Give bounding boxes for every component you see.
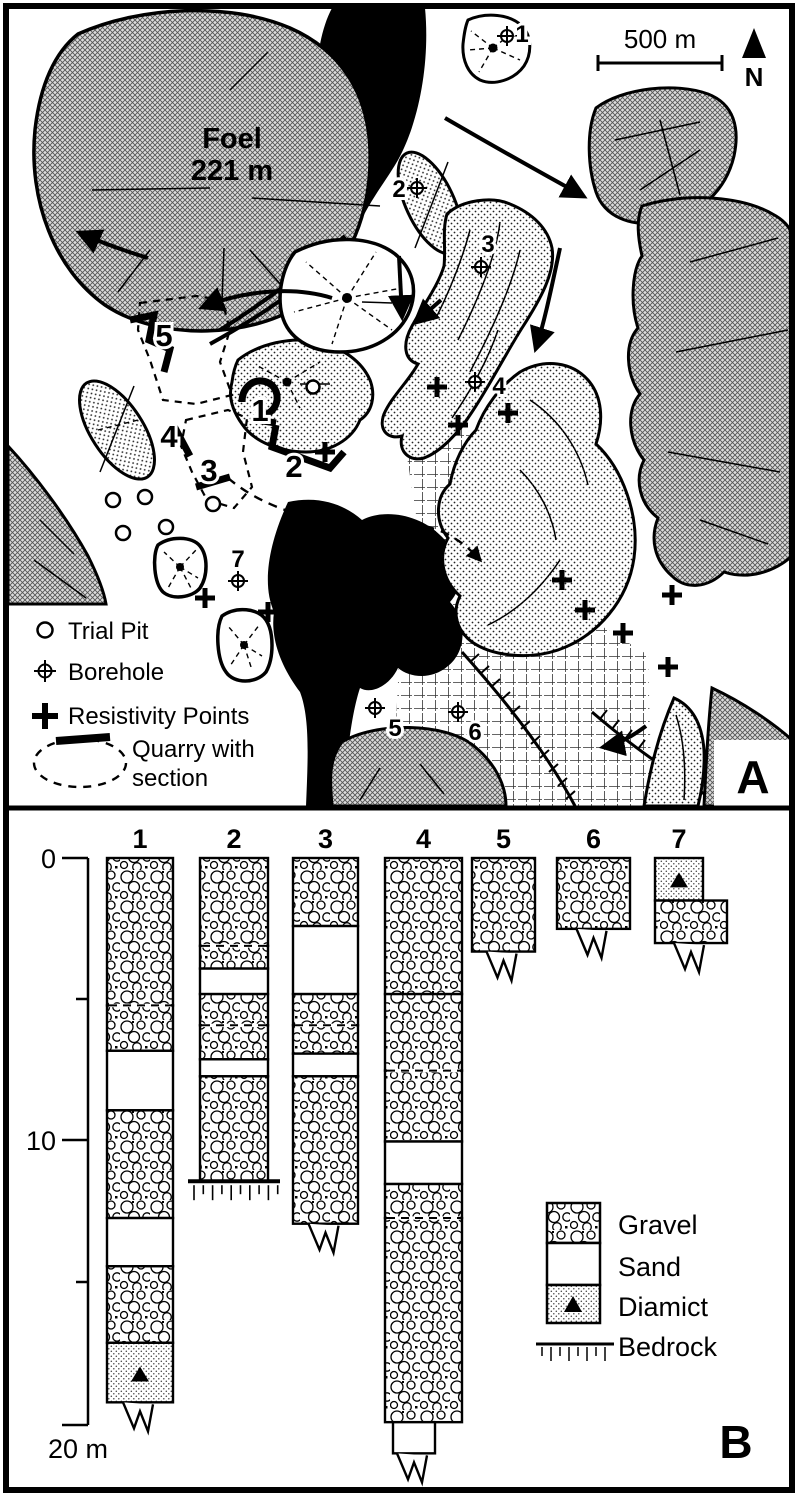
log-unit-gravel — [200, 858, 268, 946]
borehole-label-1: 1 — [515, 21, 529, 48]
log-column-7 — [655, 824, 727, 972]
quarry-label-2: 2 — [285, 449, 303, 484]
borehole-icon — [34, 660, 56, 682]
scale-label: 500 m — [623, 24, 697, 54]
north-label: N — [744, 62, 764, 92]
legend-quarry-line1: Quarry with — [132, 736, 255, 763]
log-column-label: 7 — [671, 824, 687, 854]
stipple-tongue-south — [644, 698, 704, 806]
borehole-label-7: 7 — [231, 546, 245, 573]
log-unit-gravel — [200, 1025, 268, 1059]
borehole-label-6: 6 — [468, 719, 482, 746]
log-unit-gravel — [200, 1076, 268, 1181]
log-unit-sand — [385, 1142, 462, 1185]
quarry-label-4: 4 — [160, 419, 178, 454]
log-unit-sand — [200, 969, 268, 995]
log-column-label: 6 — [585, 824, 602, 854]
north-arrow — [742, 28, 766, 92]
log-unit-gravel — [200, 946, 268, 969]
log-column-1 — [107, 824, 173, 1431]
trial-pit-icon — [38, 623, 53, 638]
borehole-label-4: 4 — [492, 373, 506, 400]
logs-legend — [536, 1203, 718, 1362]
log-unit-gravel — [107, 1005, 173, 1050]
quarry-icon — [34, 737, 126, 787]
log-unit-gravel — [293, 858, 358, 926]
log-unit-gravel — [107, 1110, 173, 1218]
scale-bar — [598, 24, 722, 71]
log-column-2 — [188, 824, 280, 1200]
log-unit-gravel — [557, 858, 630, 929]
log-column-5 — [472, 824, 535, 981]
log-unit-gravel — [107, 1266, 173, 1343]
log-unit-gravel — [385, 858, 462, 994]
log-unit-sand — [107, 1051, 173, 1111]
logs-panel — [26, 824, 753, 1482]
foel-label-line2: 221 m — [190, 155, 274, 187]
broken-base-symbol — [309, 1224, 339, 1253]
log-column-label: 2 — [226, 824, 242, 854]
log-columns — [107, 824, 727, 1482]
panel-b-label: B — [719, 1416, 753, 1468]
broken-base-symbol — [123, 1402, 153, 1431]
legend-gravel: Gravel — [618, 1210, 698, 1240]
hill-east — [628, 198, 792, 586]
borehole-label-5: 5 — [388, 715, 402, 742]
log-column-label: 5 — [495, 824, 512, 854]
log-unit-gravel — [385, 1071, 462, 1142]
quarry-label-3: 3 — [200, 453, 218, 488]
log-column-label: 1 — [132, 824, 148, 854]
legend-resistivity: Resistivity Points — [68, 703, 250, 730]
kame-central — [280, 239, 413, 352]
hill-west — [8, 446, 106, 604]
quarry-label-5: 5 — [155, 318, 173, 353]
log-column-4 — [385, 824, 462, 1482]
log-unit-gravel — [107, 858, 173, 1005]
resistivity-icon — [32, 703, 58, 729]
foel-label-line1: Foel — [202, 123, 262, 155]
log-unit-gravel — [385, 1218, 462, 1422]
depth-tick-20: 20 m — [48, 1434, 109, 1464]
legend-trial-pit: Trial Pit — [68, 618, 149, 645]
depth-tick-0: 0 — [40, 844, 56, 874]
legend-diamict: Diamict — [618, 1292, 709, 1322]
broken-base-symbol — [674, 943, 704, 972]
log-column-6 — [557, 824, 630, 958]
legend-quarry-line2: section — [132, 765, 209, 792]
borehole-symbol-5 — [365, 698, 385, 718]
log-unit-gravel — [472, 858, 535, 952]
log-unit-gravel — [200, 994, 268, 1025]
bedrock-icon — [536, 1344, 614, 1361]
map-panel — [8, 8, 792, 806]
legend-sand-swatch — [547, 1243, 600, 1285]
kame-southwest-1 — [155, 538, 206, 597]
log-unit-sand — [293, 926, 358, 994]
log-unit-gravel — [293, 1076, 358, 1223]
log-unit-gravel — [385, 994, 462, 1071]
depth-tick-10: 10 — [25, 1126, 56, 1156]
log-column-label: 4 — [415, 824, 432, 854]
resistivity-cross — [662, 585, 682, 605]
log-column-3 — [293, 824, 358, 1253]
log-unit-sand — [107, 1218, 173, 1266]
legend-sand: Sand — [618, 1252, 682, 1282]
borehole-label-2: 2 — [392, 176, 406, 203]
log-unit-gravel — [293, 1025, 358, 1053]
broken-base-symbol — [577, 929, 607, 958]
resistivity-cross — [658, 657, 678, 677]
broken-base-symbol — [397, 1453, 427, 1482]
borehole-label-3: 3 — [481, 231, 495, 258]
log-unit-sand — [393, 1422, 435, 1453]
legend-borehole: Borehole — [68, 659, 165, 686]
log-unit-gravel — [385, 1184, 462, 1218]
north-arrow-icon — [742, 28, 766, 58]
depth-axis — [62, 858, 88, 1425]
log-column-label: 3 — [317, 824, 334, 854]
log-unit-sand — [200, 1059, 268, 1076]
quarry-label-1: 1 — [251, 393, 269, 428]
legend-bedrock: Bedrock — [618, 1332, 718, 1362]
broken-base-symbol — [487, 952, 517, 981]
log-unit-gravel — [293, 994, 358, 1025]
borehole-symbol-7 — [228, 571, 248, 591]
kame-southwest-2 — [218, 610, 272, 681]
esker-west — [65, 369, 170, 491]
log-unit-gravel — [655, 901, 727, 944]
panel-a-label: A — [736, 751, 770, 803]
legend-gravel-swatch — [547, 1203, 600, 1243]
log-unit-sand — [293, 1054, 358, 1077]
